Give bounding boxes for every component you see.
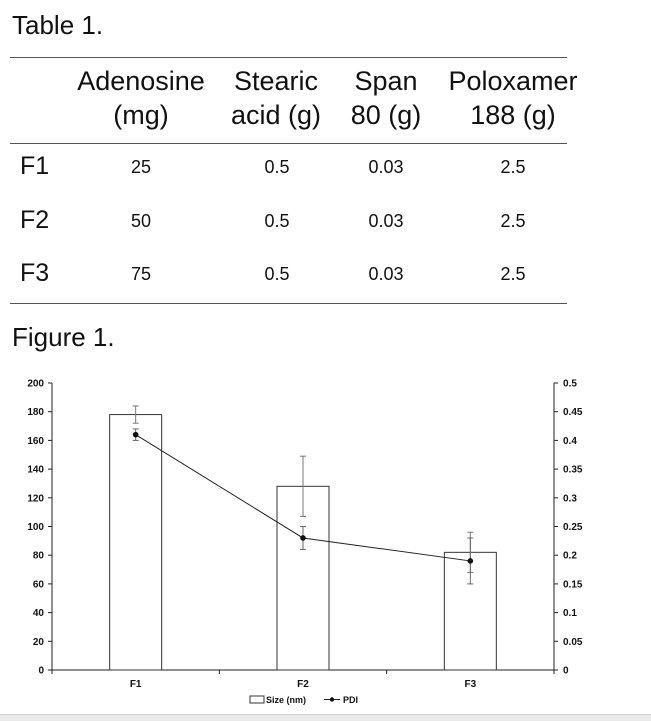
left-tick-label: 20 <box>32 636 44 648</box>
right-tick-label: 0.2 <box>563 550 577 562</box>
column-header-line: Span <box>354 66 418 96</box>
row-label-f3: F3 <box>20 259 50 287</box>
column-header-span-80 <box>338 64 434 132</box>
right-tick-label: 0.05 <box>563 636 583 648</box>
left-tick-label: 180 <box>27 407 44 419</box>
table-cell: 0.03 <box>368 157 404 177</box>
column-header-line: Adenosine <box>77 66 205 96</box>
left-tick-label: 140 <box>27 464 44 476</box>
left-tick-label: 0 <box>38 665 44 677</box>
pdi-point <box>300 535 306 541</box>
right-tick-label: 0 <box>563 665 569 677</box>
table-cell: 0.5 <box>264 157 290 177</box>
left-tick-label: 80 <box>32 550 44 562</box>
column-header-line: Poloxamer <box>448 66 578 96</box>
left-tick-label: 100 <box>27 522 44 533</box>
table-cell: 2.5 <box>500 211 526 231</box>
legend-label-pdi: PDI <box>343 695 359 705</box>
table-heading: Table 1. <box>12 10 104 40</box>
row-label-f2: F2 <box>20 206 50 234</box>
row-label-f1: F1 <box>20 152 50 180</box>
right-tick-label: 0.35 <box>563 464 583 476</box>
right-tick-label: 0.4 <box>563 435 577 447</box>
right-tick-label: 0.15 <box>563 579 583 591</box>
x-tick-label: F3 <box>464 679 477 690</box>
x-tick-label: F1 <box>129 679 142 690</box>
column-header-line: acid (g) <box>230 100 322 130</box>
legend-label-size: Size (nm) <box>266 695 307 705</box>
left-tick-label: 120 <box>27 493 44 505</box>
table-cell: 75 <box>130 264 152 284</box>
column-header-line: 188 (g) <box>470 100 556 130</box>
x-tick-label: F2 <box>297 679 309 690</box>
pdi-point <box>468 558 474 564</box>
column-header-line: Stearic <box>233 66 319 96</box>
table-cell: 25 <box>130 157 152 177</box>
legend-swatch-size <box>250 696 264 703</box>
size-pdi-chart <box>0 360 651 720</box>
table-header-rule <box>10 143 567 144</box>
table-cell: 0.03 <box>368 264 404 284</box>
left-tick-label: 40 <box>32 608 44 620</box>
table-cell: 2.5 <box>500 157 526 177</box>
column-header-line: (mg) <box>113 100 169 130</box>
left-tick-label: 60 <box>32 579 44 591</box>
table-top-rule <box>10 57 567 58</box>
column-header-adenosine <box>70 64 212 132</box>
figure-heading: Figure 1. <box>12 322 115 352</box>
left-tick-label: 160 <box>27 435 44 447</box>
left-tick-label: 200 <box>27 378 44 390</box>
right-tick-label: 0.5 <box>563 378 577 390</box>
table-cell: 0.03 <box>368 211 404 231</box>
column-header-stearic-acid <box>220 64 332 132</box>
table-bottom-rule <box>10 303 567 304</box>
size-bar <box>110 415 162 670</box>
table-cell: 0.5 <box>264 264 290 284</box>
right-tick-label: 0.25 <box>563 522 583 533</box>
table-cell: 2.5 <box>500 264 526 284</box>
right-tick-label: 0.1 <box>563 608 577 620</box>
legend-swatch-pdi-point <box>330 697 334 701</box>
pdi-point <box>133 432 139 438</box>
table-cell: 50 <box>130 211 152 231</box>
right-tick-label: 0.3 <box>563 493 577 505</box>
right-tick-label: 0.45 <box>563 407 583 419</box>
column-header-poloxamer <box>440 64 586 132</box>
column-header-line: 80 (g) <box>350 100 422 130</box>
table-cell: 0.5 <box>264 211 290 231</box>
